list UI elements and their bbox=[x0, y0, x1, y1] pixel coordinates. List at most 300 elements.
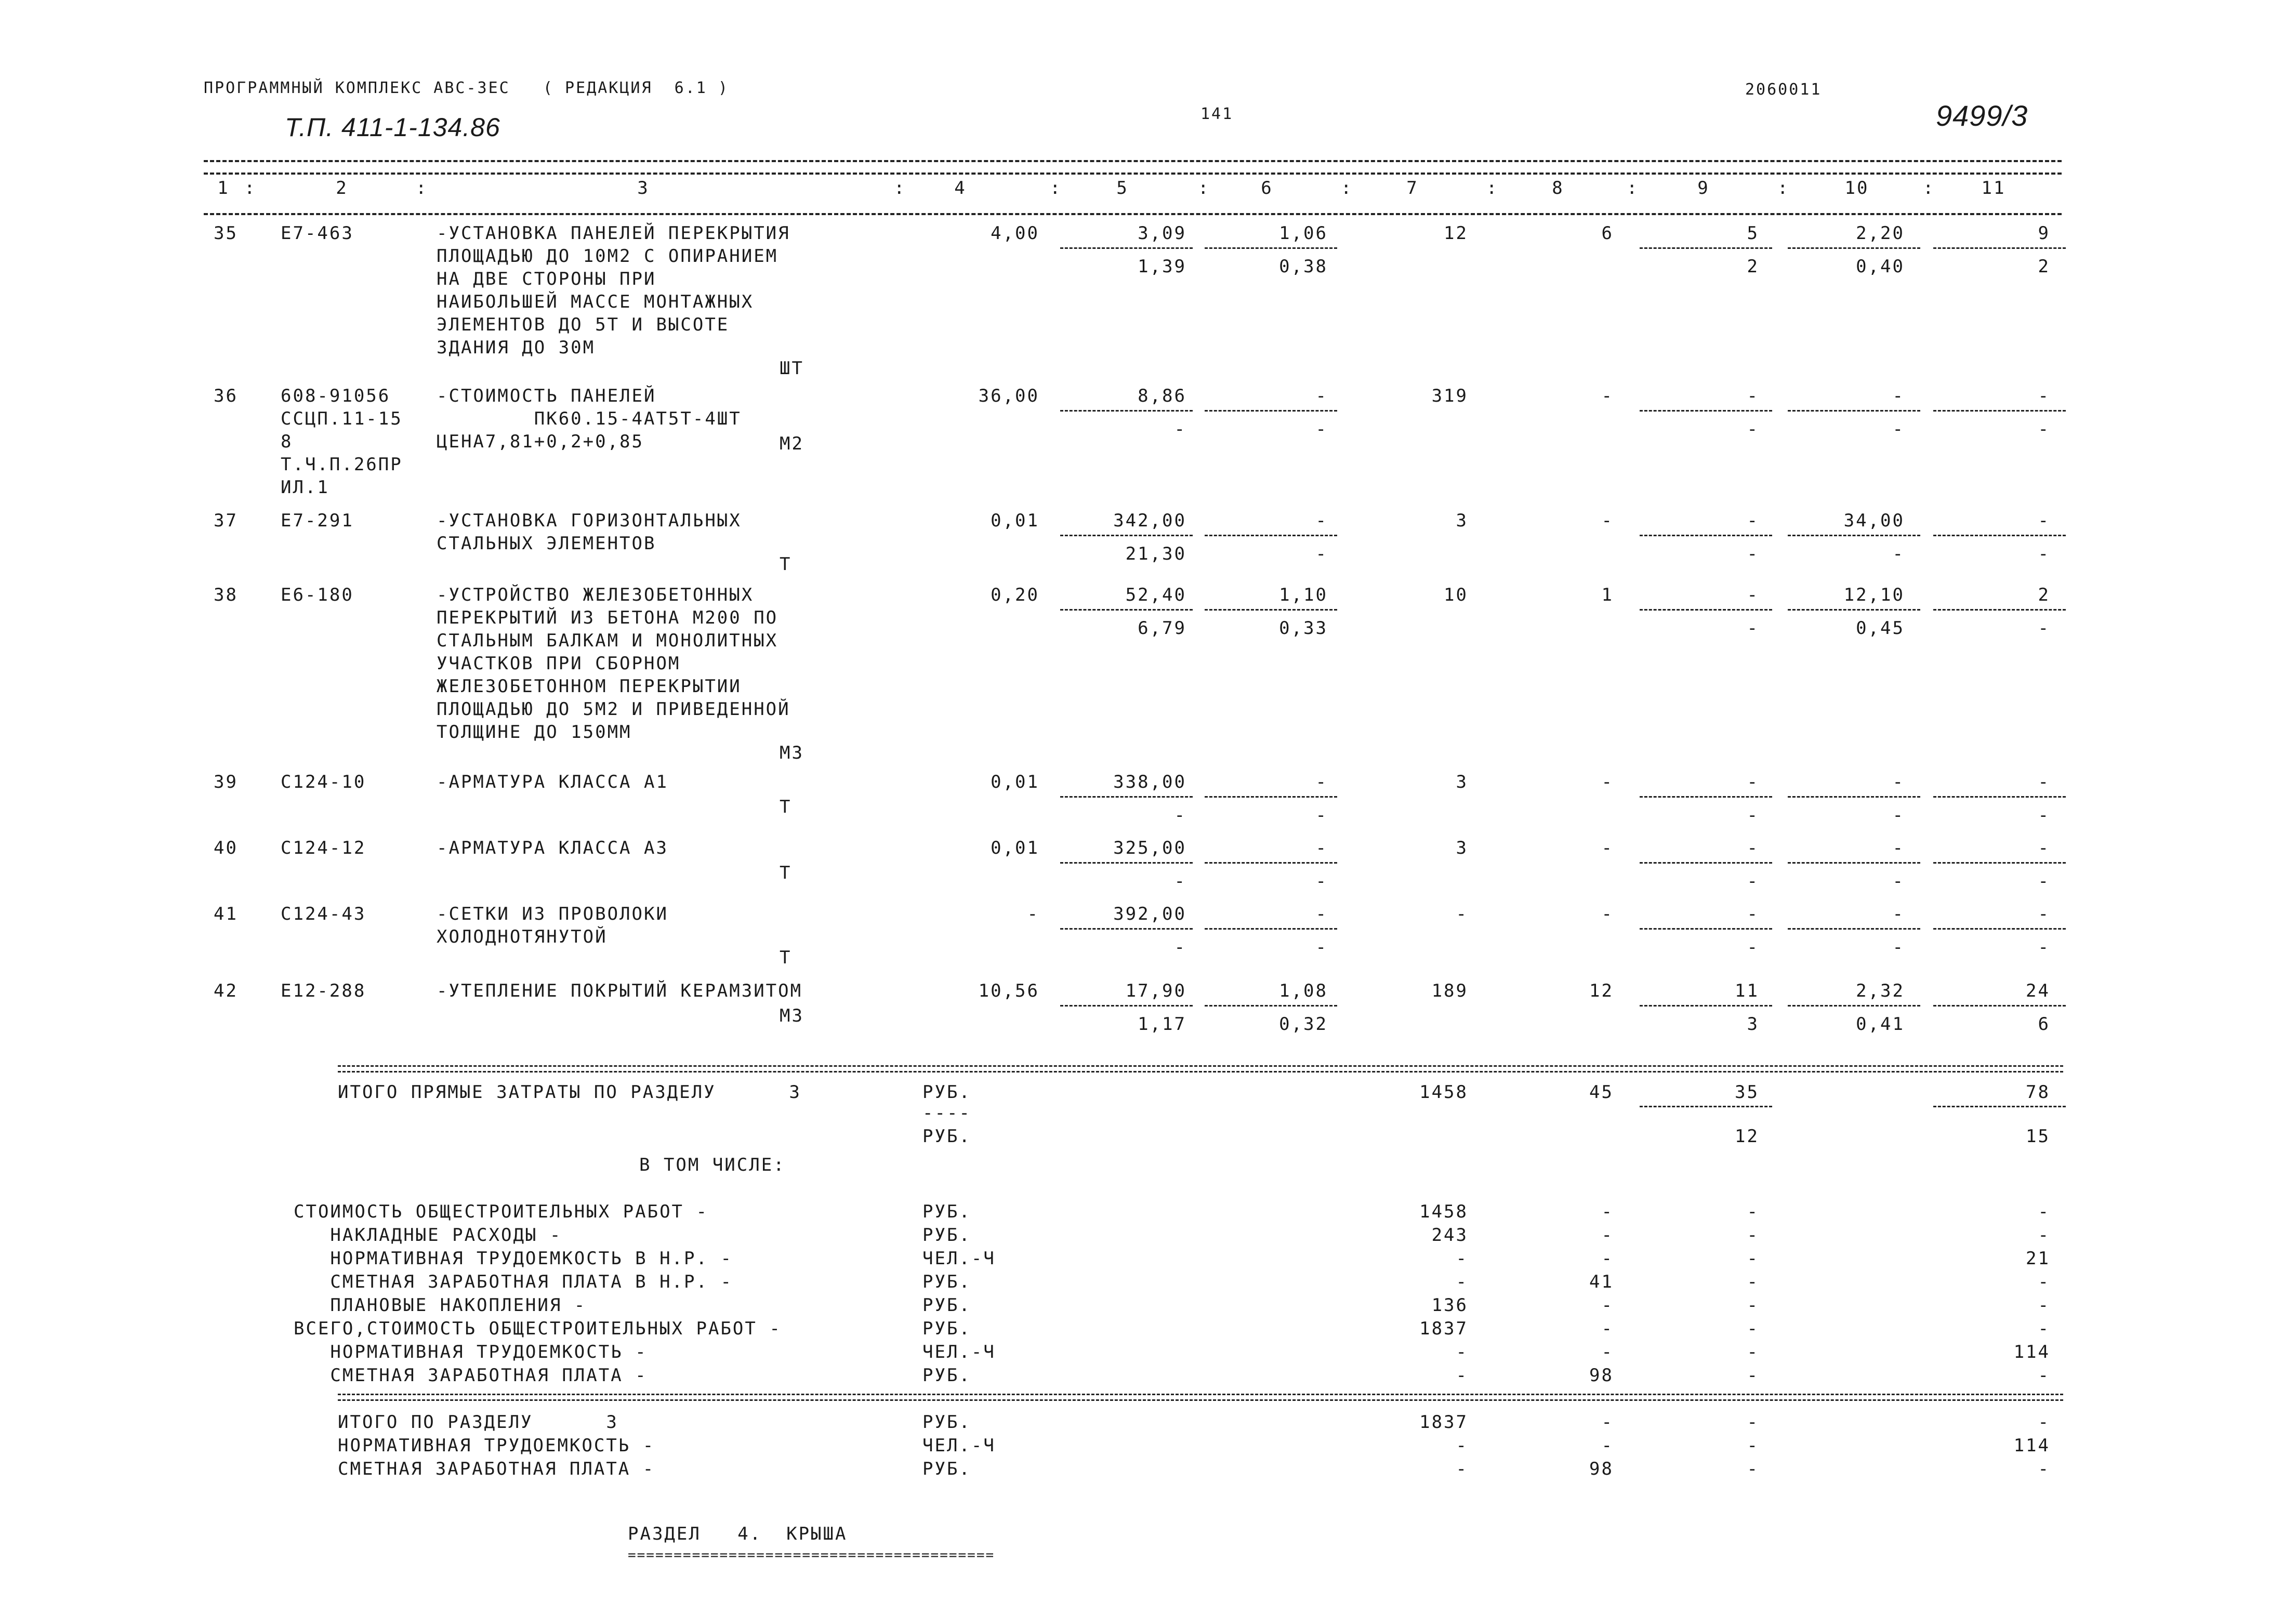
project-code: Т.П. 411-1-134.86 bbox=[285, 113, 500, 142]
summary-label: НОРМАТИВНАЯ ТРУДОЕМКОСТЬ - bbox=[294, 1342, 648, 1362]
row-unit: Т bbox=[780, 554, 792, 575]
summary-unit: РУБ. bbox=[922, 1225, 971, 1246]
row-description: -СЕТКИ ИЗ ПРОВОЛОКИ bbox=[437, 904, 668, 924]
row-number: 35 bbox=[214, 223, 238, 244]
column-header-8: 8 bbox=[1552, 178, 1564, 198]
cell-col5-sub: 1,39 bbox=[1138, 256, 1186, 277]
cell-col4: 36,00 bbox=[978, 386, 1039, 406]
cell-divider bbox=[1060, 928, 1193, 930]
final-col9: - bbox=[1747, 1412, 1759, 1433]
summary-unit: РУБ. bbox=[922, 1295, 971, 1316]
document-code: 2060011 bbox=[1745, 81, 1822, 99]
row-unit: Т bbox=[780, 947, 792, 968]
cell-col9: - bbox=[1747, 510, 1759, 531]
cell-col6: - bbox=[1315, 510, 1328, 531]
row-description: -СТОИМОСТЬ ПАНЕЛЕЙ bbox=[437, 386, 656, 406]
final-top-rule bbox=[338, 1394, 2063, 1401]
cell-col8: 6 bbox=[1601, 223, 1614, 244]
cell-col6: - bbox=[1315, 772, 1328, 792]
column-separator: : bbox=[416, 178, 428, 198]
cell-col6-sub: 0,33 bbox=[1279, 618, 1328, 639]
summary-col11: - bbox=[2038, 1225, 2050, 1246]
cell-divider bbox=[1933, 928, 2066, 930]
cell-divider bbox=[1205, 247, 1337, 249]
cell-col10: 34,00 bbox=[1843, 510, 1905, 531]
cell-divider bbox=[1205, 410, 1337, 412]
row-code: С124-43 bbox=[281, 904, 366, 924]
summary-label: ВСЕГО,СТОИМОСТЬ ОБЩЕСТРОИТЕЛЬНЫХ РАБОТ - bbox=[294, 1318, 782, 1339]
summary-col11: - bbox=[2038, 1365, 2050, 1386]
cell-col9: 5 bbox=[1747, 223, 1759, 244]
cell-divider bbox=[1788, 796, 1920, 798]
cell-col4: 0,01 bbox=[991, 772, 1039, 792]
cell-divider bbox=[1640, 862, 1772, 864]
final-col11: - bbox=[2038, 1459, 2050, 1479]
totals-col9-sub: 12 bbox=[1735, 1126, 1759, 1147]
cell-col11-sub: - bbox=[2038, 871, 2050, 892]
cell-col5: 325,00 bbox=[1113, 838, 1186, 858]
cell-col9-sub: 3 bbox=[1747, 1014, 1759, 1035]
cell-col9-sub: - bbox=[1747, 937, 1759, 958]
summary-label: ПЛАНОВЫЕ НАКОПЛЕНИЯ - bbox=[294, 1295, 587, 1316]
cell-divider bbox=[1205, 862, 1337, 864]
column-header-4: 4 bbox=[954, 178, 967, 198]
cell-col11-sub: - bbox=[2038, 419, 2050, 440]
summary-col9: - bbox=[1747, 1318, 1759, 1339]
cell-col11: - bbox=[2038, 772, 2050, 792]
cell-col8: - bbox=[1601, 838, 1614, 858]
cell-col4: 0,01 bbox=[991, 838, 1039, 858]
cell-col9: - bbox=[1747, 585, 1759, 605]
row-description: СТАЛЬНЫМ БАЛКАМ И МОНОЛИТНЫХ bbox=[437, 630, 778, 651]
section-underline: ======================================== bbox=[628, 1547, 995, 1563]
cell-col5-sub: - bbox=[1174, 419, 1186, 440]
cell-col10: 12,10 bbox=[1843, 585, 1905, 605]
summary-col8: - bbox=[1601, 1342, 1614, 1362]
cell-col7: 3 bbox=[1456, 838, 1468, 858]
row-unit: М2 bbox=[780, 433, 804, 454]
cell-col7: 189 bbox=[1431, 981, 1468, 1001]
summary-col11: 21 bbox=[2026, 1248, 2050, 1269]
cell-col11: - bbox=[2038, 838, 2050, 858]
cell-col9-sub: - bbox=[1747, 871, 1759, 892]
summary-col11: - bbox=[2038, 1318, 2050, 1339]
row-number: 39 bbox=[214, 772, 238, 792]
cell-col4: 4,00 bbox=[991, 223, 1039, 244]
cell-divider bbox=[1933, 609, 2066, 611]
row-number: 42 bbox=[214, 981, 238, 1001]
final-col7: - bbox=[1456, 1459, 1468, 1479]
cell-col5: 52,40 bbox=[1125, 585, 1186, 605]
section-title: РАЗДЕЛ 4. КРЫША bbox=[628, 1524, 848, 1544]
cell-col9: - bbox=[1747, 772, 1759, 792]
row-description: УЧАСТКОВ ПРИ СБОРНОМ bbox=[437, 653, 681, 674]
cell-col10: - bbox=[1892, 838, 1905, 858]
row-unit: ШТ bbox=[780, 358, 804, 379]
summary-col7: 1837 bbox=[1419, 1318, 1468, 1339]
final-col7: - bbox=[1456, 1435, 1468, 1456]
summary-label: НАКЛАДНЫЕ РАСХОДЫ - bbox=[294, 1225, 562, 1246]
cell-col10: - bbox=[1892, 772, 1905, 792]
cell-divider bbox=[1205, 796, 1337, 798]
summary-col8: - bbox=[1601, 1248, 1614, 1269]
cell-divider bbox=[1788, 247, 1920, 249]
cell-col10-sub: - bbox=[1892, 871, 1905, 892]
row-code: Т.Ч.П.26ПР bbox=[281, 454, 403, 475]
summary-unit: РУБ. bbox=[922, 1365, 971, 1386]
cell-col9: 11 bbox=[1735, 981, 1759, 1001]
final-col8: - bbox=[1601, 1412, 1614, 1433]
summary-label: СМЕТНАЯ ЗАРАБОТНАЯ ПЛАТА - bbox=[294, 1365, 648, 1386]
cell-col6-sub: - bbox=[1315, 544, 1328, 564]
summary-label: НОРМАТИВНАЯ ТРУДОЕМКОСТЬ В Н.Р. - bbox=[294, 1248, 733, 1269]
cell-col11-sub: - bbox=[2038, 618, 2050, 639]
cell-divider bbox=[1060, 796, 1193, 798]
cell-col5-sub: - bbox=[1174, 937, 1186, 958]
cell-divider bbox=[1060, 410, 1193, 412]
cell-col11-sub: - bbox=[2038, 805, 2050, 826]
cell-col11: 9 bbox=[2038, 223, 2050, 244]
column-separator: : bbox=[1198, 178, 1210, 198]
row-code: С124-12 bbox=[281, 838, 366, 858]
cell-col9-sub: - bbox=[1747, 805, 1759, 826]
row-number: 36 bbox=[214, 386, 238, 406]
cell-divider bbox=[1205, 535, 1337, 536]
cell-col7: 3 bbox=[1456, 510, 1468, 531]
cell-col10-sub: 0,45 bbox=[1856, 618, 1905, 639]
cell-divider bbox=[1933, 862, 2066, 864]
row-description: ХОЛОДНОТЯНУТОЙ bbox=[437, 926, 608, 947]
row-unit: Т bbox=[780, 797, 792, 817]
column-header-6: 6 bbox=[1261, 178, 1273, 198]
cell-col10-sub: - bbox=[1892, 937, 1905, 958]
row-description: ПЕРЕКРЫТИЙ ИЗ БЕТОНА М200 ПО bbox=[437, 607, 778, 628]
column-separator: : bbox=[1341, 178, 1353, 198]
summary-col9: - bbox=[1747, 1365, 1759, 1386]
summary-col8: - bbox=[1601, 1318, 1614, 1339]
cell-divider bbox=[1788, 410, 1920, 412]
cell-divider bbox=[1933, 247, 2066, 249]
cell-divider bbox=[1933, 1005, 2066, 1007]
summary-col7: 1458 bbox=[1419, 1201, 1468, 1222]
cell-col11: 24 bbox=[2026, 981, 2050, 1001]
cell-col10: - bbox=[1892, 386, 1905, 406]
summary-unit: РУБ. bbox=[922, 1272, 971, 1292]
summary-label: СМЕТНАЯ ЗАРАБОТНАЯ ПЛАТА В Н.Р. - bbox=[294, 1272, 733, 1292]
summary-col8: - bbox=[1601, 1201, 1614, 1222]
column-separator: : bbox=[1923, 178, 1935, 198]
including-label: В ТОМ ЧИСЛЕ: bbox=[639, 1155, 786, 1175]
row-description: ЗДАНИЯ ДО 30М bbox=[437, 337, 596, 358]
summary-col9: - bbox=[1747, 1248, 1759, 1269]
summary-col8: - bbox=[1601, 1295, 1614, 1316]
cell-col6: 1,06 bbox=[1279, 223, 1328, 244]
summary-label: СТОИМОСТЬ ОБЩЕСТРОИТЕЛЬНЫХ РАБОТ - bbox=[294, 1201, 708, 1222]
row-code: 608-91056 bbox=[281, 386, 391, 406]
row-number: 40 bbox=[214, 838, 238, 858]
column-separator: : bbox=[1486, 178, 1499, 198]
totals-divider bbox=[1640, 1106, 1772, 1107]
summary-col11: - bbox=[2038, 1272, 2050, 1292]
cell-col11: - bbox=[2038, 510, 2050, 531]
final-unit: РУБ. bbox=[922, 1412, 971, 1433]
cell-divider bbox=[1060, 535, 1193, 536]
row-description: ПЛОЩАДЬЮ ДО 10М2 С ОПИРАНИЕМ bbox=[437, 246, 778, 267]
cell-col7: 319 bbox=[1431, 386, 1468, 406]
cell-col6: - bbox=[1315, 386, 1328, 406]
cell-col5: 3,09 bbox=[1138, 223, 1186, 244]
column-header-11: 11 bbox=[1981, 178, 2006, 198]
row-description: -УСТРОЙСТВО ЖЕЛЕЗОБЕТОННЫХ bbox=[437, 585, 754, 605]
cell-col4: 0,20 bbox=[991, 585, 1039, 605]
cell-col5-sub: - bbox=[1174, 805, 1186, 826]
summary-unit: ЧЕЛ.-Ч bbox=[922, 1248, 996, 1269]
row-description: ЖЕЛЕЗОБЕТОННОМ ПЕРЕКРЫТИИ bbox=[437, 676, 742, 697]
cell-col5: 17,90 bbox=[1125, 981, 1186, 1001]
cell-col6: - bbox=[1315, 904, 1328, 924]
cell-col10-sub: - bbox=[1892, 805, 1905, 826]
cell-col9-sub: - bbox=[1747, 544, 1759, 564]
row-description: ТОЛЩИНЕ ДО 150ММ bbox=[437, 722, 632, 743]
final-unit: РУБ. bbox=[922, 1459, 971, 1479]
cell-col8: - bbox=[1601, 772, 1614, 792]
totals-unit-2: РУБ. bbox=[922, 1126, 971, 1147]
row-description: ЦЕНА7,81+0,2+0,85 bbox=[437, 431, 644, 452]
cell-col4: 0,01 bbox=[991, 510, 1039, 531]
summary-col7: - bbox=[1456, 1248, 1468, 1269]
cell-divider bbox=[1640, 535, 1772, 536]
page-number: 141 bbox=[1200, 105, 1234, 123]
cell-col9-sub: - bbox=[1747, 618, 1759, 639]
row-unit: Т bbox=[780, 863, 792, 883]
cell-col11: - bbox=[2038, 904, 2050, 924]
totals-col7: 1458 bbox=[1419, 1082, 1468, 1103]
row-description: -УТЕПЛЕНИЕ ПОКРЫТИЙ КЕРАМЗИТОМ bbox=[437, 981, 803, 1001]
cell-col6: 1,10 bbox=[1279, 585, 1328, 605]
column-header-5: 5 bbox=[1116, 178, 1129, 198]
cell-col5-sub: 21,30 bbox=[1125, 544, 1186, 564]
row-code: Е6-180 bbox=[281, 585, 354, 605]
cell-col10: 2,20 bbox=[1856, 223, 1905, 244]
summary-col7: - bbox=[1456, 1342, 1468, 1362]
summary-unit: ЧЕЛ.-Ч bbox=[922, 1342, 996, 1362]
cell-divider bbox=[1640, 928, 1772, 930]
cell-divider bbox=[1640, 1005, 1772, 1007]
header-bottom-rule bbox=[204, 213, 2062, 215]
summary-col7: - bbox=[1456, 1272, 1468, 1292]
column-separator: : bbox=[244, 178, 257, 198]
column-header-2: 2 bbox=[336, 178, 348, 198]
cell-divider bbox=[1205, 609, 1337, 611]
totals-divider bbox=[1933, 1106, 2066, 1107]
cell-col6-sub: - bbox=[1315, 871, 1328, 892]
cell-col8: - bbox=[1601, 386, 1614, 406]
cell-col9: - bbox=[1747, 386, 1759, 406]
cell-col5: 392,00 bbox=[1113, 904, 1186, 924]
row-code: 8 bbox=[281, 431, 293, 452]
summary-col11: 114 bbox=[2013, 1342, 2050, 1362]
row-code: Е7-463 bbox=[281, 223, 354, 244]
summary-unit: РУБ. bbox=[922, 1318, 971, 1339]
cell-divider bbox=[1205, 928, 1337, 930]
cell-col6-sub: - bbox=[1315, 419, 1328, 440]
cell-col9-sub: 2 bbox=[1747, 256, 1759, 277]
cell-divider bbox=[1205, 1005, 1337, 1007]
cell-col5-sub: 6,79 bbox=[1138, 618, 1186, 639]
summary-col8: - bbox=[1601, 1225, 1614, 1246]
cell-col10-sub: - bbox=[1892, 419, 1905, 440]
totals-col11: 78 bbox=[2026, 1082, 2050, 1103]
cell-col11-sub: 6 bbox=[2038, 1014, 2050, 1035]
row-number: 38 bbox=[214, 585, 238, 605]
totals-col11-sub: 15 bbox=[2026, 1126, 2050, 1147]
cell-divider bbox=[1788, 1005, 1920, 1007]
cell-col10-sub: - bbox=[1892, 544, 1905, 564]
final-col7: 1837 bbox=[1419, 1412, 1468, 1433]
row-unit: М3 bbox=[780, 743, 804, 763]
cell-col10: 2,32 bbox=[1856, 981, 1905, 1001]
row-unit: М3 bbox=[780, 1005, 804, 1026]
cell-col7: 10 bbox=[1444, 585, 1468, 605]
cell-col11-sub: 2 bbox=[2038, 256, 2050, 277]
cell-divider bbox=[1933, 796, 2066, 798]
cell-col5: 342,00 bbox=[1113, 510, 1186, 531]
final-col9: - bbox=[1747, 1435, 1759, 1456]
summary-col7: - bbox=[1456, 1365, 1468, 1386]
summary-col8: 98 bbox=[1589, 1365, 1614, 1386]
cell-col6: - bbox=[1315, 838, 1328, 858]
column-header-3: 3 bbox=[637, 178, 650, 198]
cell-col7: - bbox=[1456, 904, 1468, 924]
column-separator: : bbox=[1627, 178, 1639, 198]
cell-col11-sub: - bbox=[2038, 544, 2050, 564]
top-rule-2 bbox=[204, 173, 2062, 175]
cell-divider bbox=[1060, 862, 1193, 864]
row-description: -АРМАТУРА КЛАССА А3 bbox=[437, 838, 668, 858]
row-description: НА ДВЕ СТОРОНЫ ПРИ bbox=[437, 269, 656, 289]
cell-col4: 10,56 bbox=[978, 981, 1039, 1001]
cell-col9-sub: - bbox=[1747, 419, 1759, 440]
row-description: ПЛОЩАДЬЮ ДО 5М2 И ПРИВЕДЕННОЙ bbox=[437, 699, 790, 720]
final-col8: - bbox=[1601, 1435, 1614, 1456]
summary-unit: РУБ. bbox=[922, 1201, 971, 1222]
cell-divider bbox=[1788, 862, 1920, 864]
cell-divider bbox=[1788, 535, 1920, 536]
cell-col7: 12 bbox=[1444, 223, 1468, 244]
row-code: ИЛ.1 bbox=[281, 477, 329, 498]
summary-col7: 136 bbox=[1431, 1295, 1468, 1316]
cell-divider bbox=[1060, 1005, 1193, 1007]
cell-col6-sub: 0,32 bbox=[1279, 1014, 1328, 1035]
cell-col6: 1,08 bbox=[1279, 981, 1328, 1001]
cell-col10-sub: 0,40 bbox=[1856, 256, 1905, 277]
cell-col11: - bbox=[2038, 386, 2050, 406]
cell-col9: - bbox=[1747, 838, 1759, 858]
final-label: СМЕТНАЯ ЗАРАБОТНАЯ ПЛАТА - bbox=[338, 1459, 655, 1479]
final-label: ИТОГО ПО РАЗДЕЛУ 3 bbox=[338, 1412, 618, 1433]
summary-col8: 41 bbox=[1589, 1272, 1614, 1292]
summary-col9: - bbox=[1747, 1201, 1759, 1222]
row-description: ЭЛЕМЕНТОВ ДО 5Т И ВЫСОТЕ bbox=[437, 314, 730, 335]
cell-col8: 12 bbox=[1589, 981, 1614, 1001]
cell-divider bbox=[1788, 609, 1920, 611]
cell-col10-sub: 0,41 bbox=[1856, 1014, 1905, 1035]
cell-divider bbox=[1060, 609, 1193, 611]
summary-col11: - bbox=[2038, 1295, 2050, 1316]
cell-col5-sub: - bbox=[1174, 871, 1186, 892]
totals-col9: 35 bbox=[1735, 1082, 1759, 1103]
cell-divider bbox=[1640, 796, 1772, 798]
cell-col8: - bbox=[1601, 904, 1614, 924]
summary-col11: - bbox=[2038, 1201, 2050, 1222]
cell-col7: 3 bbox=[1456, 772, 1468, 792]
column-header-7: 7 bbox=[1406, 178, 1419, 198]
column-separator: : bbox=[1777, 178, 1790, 198]
row-code: Е12-288 bbox=[281, 981, 366, 1001]
row-description: -АРМАТУРА КЛАССА А1 bbox=[437, 772, 668, 792]
cell-col5: 338,00 bbox=[1113, 772, 1186, 792]
totals-label: ИТОГО ПРЯМЫЕ ЗАТРАТЫ ПО РАЗДЕЛУ 3 bbox=[338, 1082, 801, 1103]
cell-divider bbox=[1060, 247, 1193, 249]
cell-col5-sub: 1,17 bbox=[1138, 1014, 1186, 1035]
totals-col8: 45 bbox=[1589, 1082, 1614, 1103]
totals-unit-dash: ---- bbox=[922, 1103, 971, 1123]
row-description: НАИБОЛЬШЕЙ МАССЕ МОНТАЖНЫХ bbox=[437, 292, 754, 312]
final-col11: - bbox=[2038, 1412, 2050, 1433]
cell-col4: - bbox=[1027, 904, 1039, 924]
cell-col8: - bbox=[1601, 510, 1614, 531]
cell-col11-sub: - bbox=[2038, 937, 2050, 958]
row-code: Е7-291 bbox=[281, 510, 354, 531]
cell-col9: - bbox=[1747, 904, 1759, 924]
row-description: -УСТАНОВКА ГОРИЗОНТАЛЬНЫХ bbox=[437, 510, 742, 531]
sheet-number: 9499/3 bbox=[1936, 99, 2028, 132]
cell-divider bbox=[1933, 410, 2066, 412]
cell-col8: 1 bbox=[1601, 585, 1614, 605]
cell-divider bbox=[1640, 410, 1772, 412]
cell-col10: - bbox=[1892, 904, 1905, 924]
row-code: С124-10 bbox=[281, 772, 366, 792]
summary-col7: 243 bbox=[1431, 1225, 1468, 1246]
cell-divider bbox=[1640, 247, 1772, 249]
totals-unit: РУБ. bbox=[922, 1082, 971, 1103]
row-number: 41 bbox=[214, 904, 238, 924]
final-col8: 98 bbox=[1589, 1459, 1614, 1479]
column-separator: : bbox=[1050, 178, 1062, 198]
final-col9: - bbox=[1747, 1459, 1759, 1479]
cell-col5: 8,86 bbox=[1138, 386, 1186, 406]
column-header-10: 10 bbox=[1844, 178, 1869, 198]
summary-col9: - bbox=[1747, 1225, 1759, 1246]
column-header-1: 1 bbox=[217, 178, 230, 198]
column-separator: : bbox=[894, 178, 906, 198]
final-col11: 114 bbox=[2013, 1435, 2050, 1456]
final-label: НОРМАТИВНАЯ ТРУДОЕМКОСТЬ - bbox=[338, 1435, 655, 1456]
cell-divider bbox=[1788, 928, 1920, 930]
top-rule bbox=[204, 160, 2062, 162]
column-header-9: 9 bbox=[1697, 178, 1710, 198]
totals-top-rule bbox=[338, 1065, 2063, 1073]
cell-col11: 2 bbox=[2038, 585, 2050, 605]
program-title: ПРОГРАММНЫЙ КОМПЛЕКС АВС-3ЕС ( РЕДАКЦИЯ 6.1 ) bbox=[204, 79, 729, 97]
summary-col9: - bbox=[1747, 1342, 1759, 1362]
cell-col6-sub: - bbox=[1315, 937, 1328, 958]
row-description: ПК60.15-4АТ5Т-4ШТ bbox=[437, 408, 742, 429]
final-unit: ЧЕЛ.-Ч bbox=[922, 1435, 996, 1456]
summary-col9: - bbox=[1747, 1295, 1759, 1316]
row-number: 37 bbox=[214, 510, 238, 531]
row-code: ССЦП.11-15 bbox=[281, 408, 403, 429]
